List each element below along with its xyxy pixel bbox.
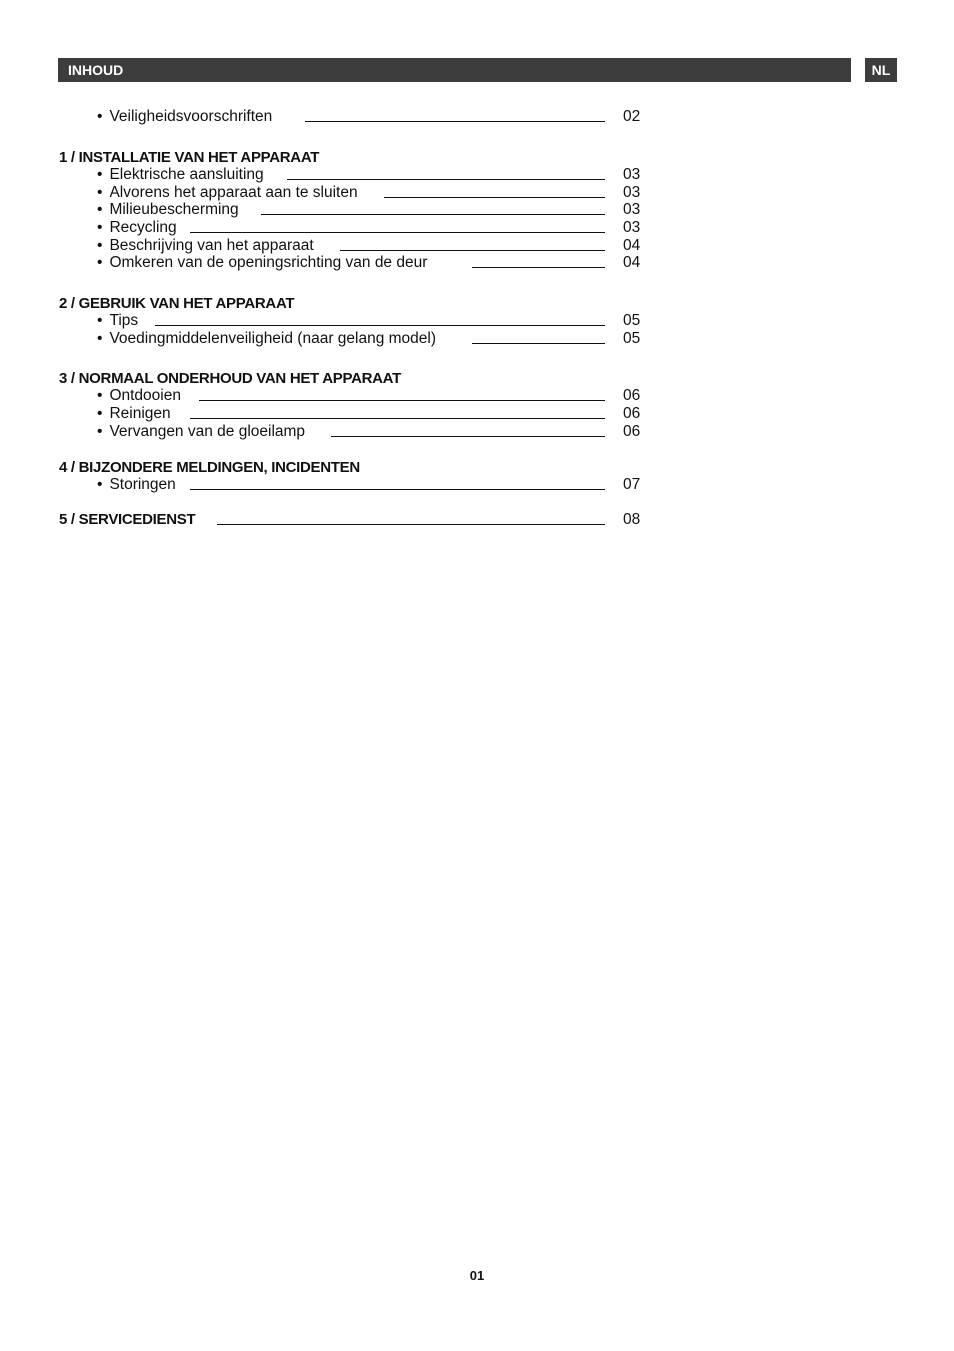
dot-leader bbox=[217, 524, 605, 525]
toc-item-page: 02 bbox=[623, 108, 641, 125]
toc-item-label: • Veiligheidsvoorschriften bbox=[97, 108, 272, 126]
toc-item-label: • Alvorens het apparaat aan te sluiten bbox=[97, 184, 358, 202]
toc-item[interactable] bbox=[97, 476, 657, 494]
toc-item[interactable] bbox=[97, 312, 657, 330]
dot-leader bbox=[340, 250, 605, 251]
dot-leader bbox=[305, 121, 605, 122]
toc-item-page: 03 bbox=[623, 219, 641, 236]
dot-leader bbox=[384, 197, 605, 198]
toc-item-page: 04 bbox=[623, 254, 641, 271]
section-title: 2 / GEBRUIK VAN HET APPARAAT bbox=[59, 295, 295, 312]
toc-item-page: 08 bbox=[623, 511, 641, 528]
toc-item-page: 06 bbox=[623, 387, 641, 404]
toc-section-heading[interactable] bbox=[59, 149, 659, 167]
section-title: 3 / NORMAAL ONDERHOUD VAN HET APPARAAT bbox=[59, 370, 401, 387]
dot-leader bbox=[472, 343, 605, 344]
toc-item[interactable] bbox=[97, 387, 657, 405]
toc-item-label: • Voedingmiddelenveiligheid (naar gelang model) bbox=[97, 330, 436, 348]
toc-item-label: • Storingen bbox=[97, 476, 176, 494]
dot-leader bbox=[261, 214, 605, 215]
toc-item-page: 06 bbox=[623, 423, 641, 440]
language-label: NL bbox=[871, 62, 891, 78]
toc-item-label: • Omkeren van de openingsrichting van de deur bbox=[97, 254, 427, 272]
page-number: 01 bbox=[469, 1268, 485, 1283]
toc-item[interactable] bbox=[97, 423, 657, 441]
dot-leader bbox=[331, 436, 605, 437]
toc-item-label: • Recycling bbox=[97, 219, 177, 237]
toc-item-label: • Elektrische aansluiting bbox=[97, 166, 264, 184]
toc-item[interactable] bbox=[97, 166, 657, 184]
toc-item-label: • Beschrijving van het apparaat bbox=[97, 237, 314, 255]
section-title: 4 / BIJZONDERE MELDINGEN, INCIDENTEN bbox=[59, 459, 360, 476]
toc-item-label: • Reinigen bbox=[97, 405, 171, 423]
toc-item-label: • Milieubescherming bbox=[97, 201, 239, 219]
dot-leader bbox=[190, 418, 605, 419]
toc-item-label: • Ontdooien bbox=[97, 387, 181, 405]
language-badge bbox=[865, 58, 897, 82]
dot-leader bbox=[155, 325, 605, 326]
section-header-bar bbox=[58, 58, 851, 82]
section-title: 1 / INSTALLATIE VAN HET APPARAAT bbox=[59, 149, 320, 166]
toc-item[interactable] bbox=[97, 254, 657, 272]
toc-item-page: 04 bbox=[623, 237, 641, 254]
toc-item[interactable] bbox=[97, 108, 657, 126]
dot-leader bbox=[190, 232, 605, 233]
toc-item-page: 05 bbox=[623, 312, 641, 329]
toc-section-heading[interactable] bbox=[59, 370, 659, 388]
header-title: INHOUD bbox=[68, 62, 124, 78]
toc-item[interactable] bbox=[97, 219, 657, 237]
toc-item[interactable] bbox=[97, 184, 657, 202]
toc-item-page: 03 bbox=[623, 184, 641, 201]
toc-section-heading[interactable] bbox=[59, 459, 659, 477]
toc-item-page: 07 bbox=[623, 476, 641, 493]
toc-section-heading[interactable] bbox=[59, 295, 659, 313]
toc-item-page: 05 bbox=[623, 330, 641, 347]
toc-section-heading[interactable] bbox=[59, 511, 659, 529]
toc-item[interactable] bbox=[97, 237, 657, 255]
toc-item-page: 03 bbox=[623, 201, 641, 218]
toc-item-page: 06 bbox=[623, 405, 641, 422]
dot-leader bbox=[190, 489, 605, 490]
section-title: 5 / SERVICEDIENST bbox=[59, 511, 196, 528]
dot-leader bbox=[472, 267, 605, 268]
toc-item-label: • Tips bbox=[97, 312, 138, 330]
toc-item[interactable] bbox=[97, 330, 657, 348]
toc-item[interactable] bbox=[97, 405, 657, 423]
toc-item-page: 03 bbox=[623, 166, 641, 183]
toc-item-label: • Vervangen van de gloeilamp bbox=[97, 423, 305, 441]
dot-leader bbox=[199, 400, 605, 401]
toc-item[interactable] bbox=[97, 201, 657, 219]
dot-leader bbox=[287, 179, 605, 180]
